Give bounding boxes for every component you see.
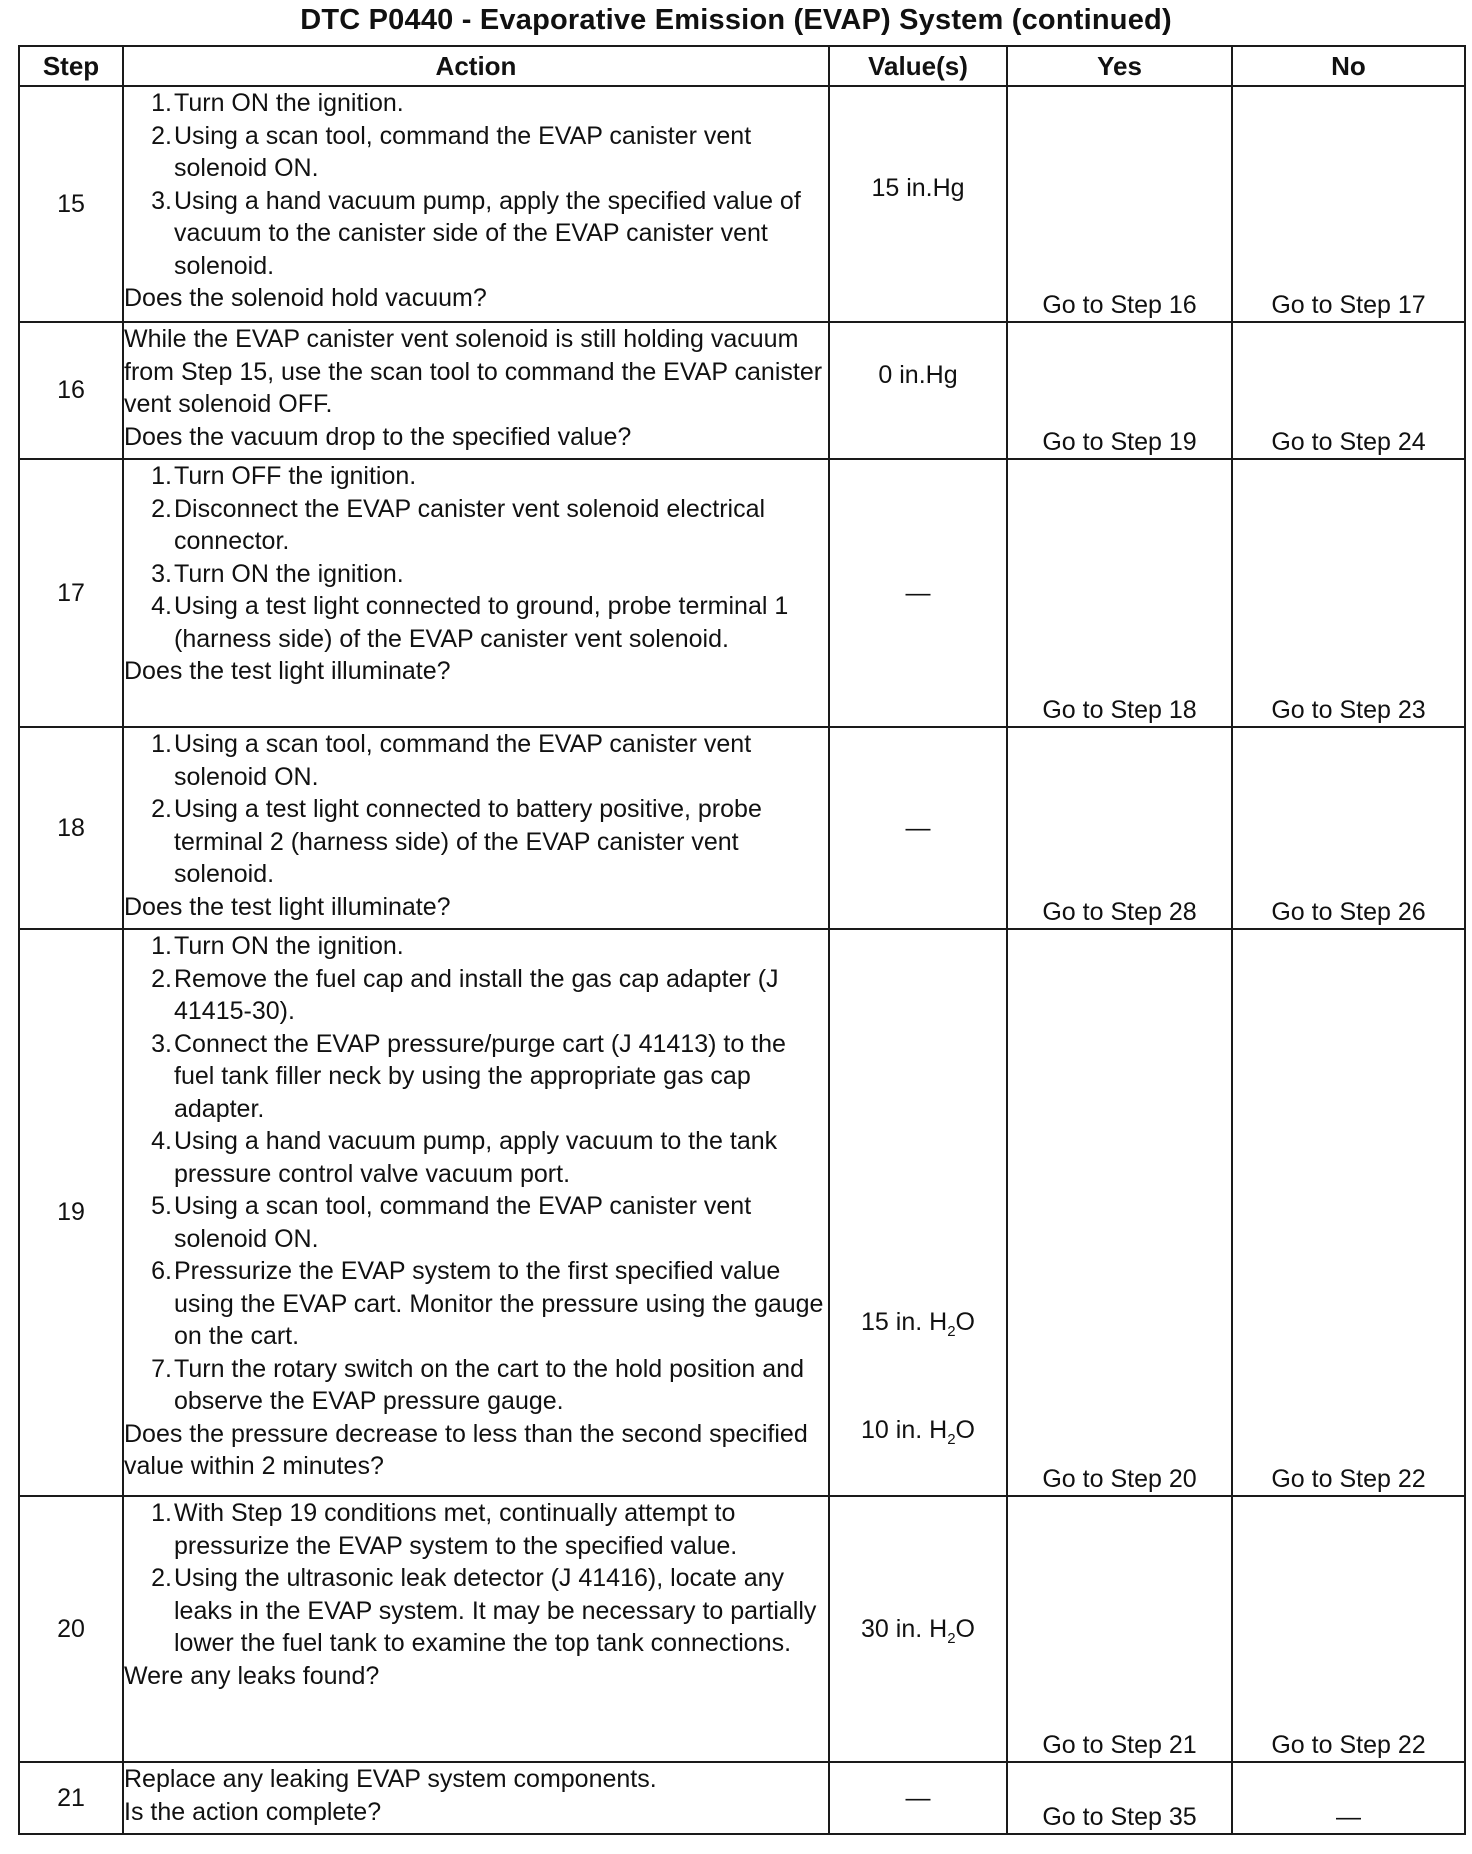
action-item: 4. Using a hand vacuum pump, apply vacuum to the tank pressure control valve vacuum port. [151, 1127, 778, 1188]
action-item: 1. Turn ON the ignition. [151, 932, 404, 960]
action-text: Replace any leaking EVAP system components. [124, 1765, 657, 1793]
action-item: 1. Turn OFF the ignition. [151, 462, 417, 490]
action-question: Does the test light illuminate? [124, 657, 451, 685]
no-cell: Go to Step 22 [1232, 1496, 1465, 1762]
header-yes: Yes [1007, 46, 1232, 86]
step-number: 17 [19, 459, 123, 727]
no-cell: Go to Step 26 [1232, 727, 1465, 929]
value-cell [829, 929, 1007, 1496]
action-question: Does the test light illuminate? [124, 892, 451, 921]
action-question: Is the action complete? [124, 1797, 382, 1826]
value-cell [829, 459, 1007, 727]
value-cell [829, 1496, 1007, 1762]
value-first-specified: 15 in. $H_2O$ [861, 1308, 975, 1340]
action-item: 3. Turn ON the ignition. [151, 559, 404, 588]
no-cell: Go to Step 22 [1232, 929, 1465, 1496]
action-list [124, 460, 828, 655]
yes-cell: Go to Step 21 [1007, 1496, 1232, 1762]
table-row-step-21 [19, 1762, 1465, 1834]
diagnostic-table [18, 45, 1466, 1835]
action-cell [123, 727, 829, 929]
table-row-step-17 [19, 459, 1465, 727]
action-item: 3. Connect the EVAP pressure/purge cart (J 41413) to the fuel tank filler neck by using the appropriate gas cap adapter. [151, 1029, 786, 1123]
action-item: 2. Using a scan tool, command the EVAP canister vent solenoid ON. [151, 121, 752, 182]
action-item: 2. Remove the fuel cap and install the gas cap adapter (J 41415-30). [151, 964, 779, 1025]
value-second-specified: 10 in. $H_2O$ [861, 1416, 975, 1448]
action-cell [123, 322, 829, 459]
action-item: 1. With Step 19 conditions met, continually attempt to pressurize the EVAP system to the specified value. [151, 1499, 738, 1560]
step-number: 16 [19, 322, 123, 459]
action-cell [123, 1496, 829, 1762]
action-cell [123, 459, 829, 727]
action-item: 1. Turn ON the ignition. [151, 89, 404, 117]
yes-cell: Go to Step 19 [1007, 322, 1232, 459]
step-number: 18 [19, 727, 123, 929]
value-cell [829, 1762, 1007, 1834]
table-header-row [19, 46, 1465, 86]
value-text: 0 in.Hg [878, 361, 958, 389]
value-text: 30 in. $H_2O$ [861, 1614, 975, 1647]
action-item: 1. Using a scan tool, command the EVAP canister vent solenoid ON. [151, 730, 752, 791]
action-item: 5. Using a scan tool, command the EVAP canister vent solenoid ON. [151, 1192, 752, 1253]
step-number: 21 [19, 1762, 123, 1834]
action-item: 2. Using the ultrasonic leak detector (J 41416), locate any leaks in the EVAP system. It may be necessary to partially lower the fuel tank to examine the top tank connections. [151, 1564, 817, 1657]
table-row-step-20 [19, 1496, 1465, 1762]
no-cell: Go to Step 17 [1232, 86, 1465, 322]
action-cell [123, 86, 829, 322]
yes-cell: Go to Step 28 [1007, 727, 1232, 929]
action-item: 4. Using a test light connected to ground, probe terminal 1 (harness side) of the EVAP canister vent solenoid. [151, 592, 789, 653]
header-values: Value(s) [829, 46, 1007, 86]
action-cell [123, 929, 829, 1496]
action-question: Does the vacuum drop to the specified value? [124, 422, 632, 451]
table-row-step-15 [19, 86, 1465, 322]
step-number: 20 [19, 1496, 123, 1762]
yes-cell: Go to Step 35 [1007, 1762, 1232, 1834]
yes-cell: Go to Step 16 [1007, 86, 1232, 322]
action-text: While the EVAP canister vent solenoid is still holding vacuum from Step 15, use the scan tool to command the EVAP canister vent solenoid OFF. [124, 325, 823, 418]
action-list [124, 1497, 828, 1660]
no-cell: — [1232, 1762, 1465, 1834]
no-cell: Go to Step 23 [1232, 459, 1465, 727]
header-step: Step [19, 46, 123, 86]
action-list [124, 930, 828, 1418]
header-no: No [1232, 46, 1465, 86]
page-title: DTC P0440 - Evaporative Emission (EVAP) System (continued) [300, 4, 1172, 36]
header-action: Action [123, 46, 829, 86]
step-number: 19 [19, 929, 123, 1496]
table-row-step-18 [19, 727, 1465, 929]
action-item: 3. Using a hand vacuum pump, apply the specified value of vacuum to the canister side of the EVAP canister vent solenoid. [151, 186, 801, 280]
yes-cell: Go to Step 20 [1007, 929, 1232, 1496]
step-number: 15 [19, 86, 123, 322]
action-question: Does the solenoid hold vacuum? [124, 284, 487, 312]
action-item: 6. Pressurize the EVAP system to the first specified value using the EVAP cart. Monitor the pressure using the gauge on the cart. [151, 1257, 824, 1350]
action-item: 2. Using a test light connected to battery positive, probe terminal 2 (harness side) of the EVAP canister vent solenoid. [151, 795, 762, 888]
action-cell [123, 1762, 829, 1834]
value-dash: — [905, 813, 931, 842]
value-cell [829, 322, 1007, 459]
no-cell: Go to Step 24 [1232, 322, 1465, 459]
action-list [124, 87, 828, 282]
action-question: Were any leaks found? [124, 1661, 380, 1690]
table-row-step-16 [19, 322, 1465, 459]
action-question: Does the pressure decrease to less than the second specified value within 2 minutes? [124, 1419, 808, 1480]
value-text: 15 in.Hg [871, 174, 965, 202]
value-dash: — [905, 578, 931, 607]
value-cell [829, 86, 1007, 322]
yes-cell: Go to Step 18 [1007, 459, 1232, 727]
value-dash: — [905, 1783, 931, 1812]
action-item: 2. Disconnect the EVAP canister vent solenoid electrical connector. [151, 494, 766, 555]
action-list [124, 728, 828, 891]
table-row-step-19 [19, 929, 1465, 1496]
value-cell [829, 727, 1007, 929]
action-item: 7. Turn the rotary switch on the cart to the hold position and observe the EVAP pressure gauge. [151, 1354, 804, 1415]
